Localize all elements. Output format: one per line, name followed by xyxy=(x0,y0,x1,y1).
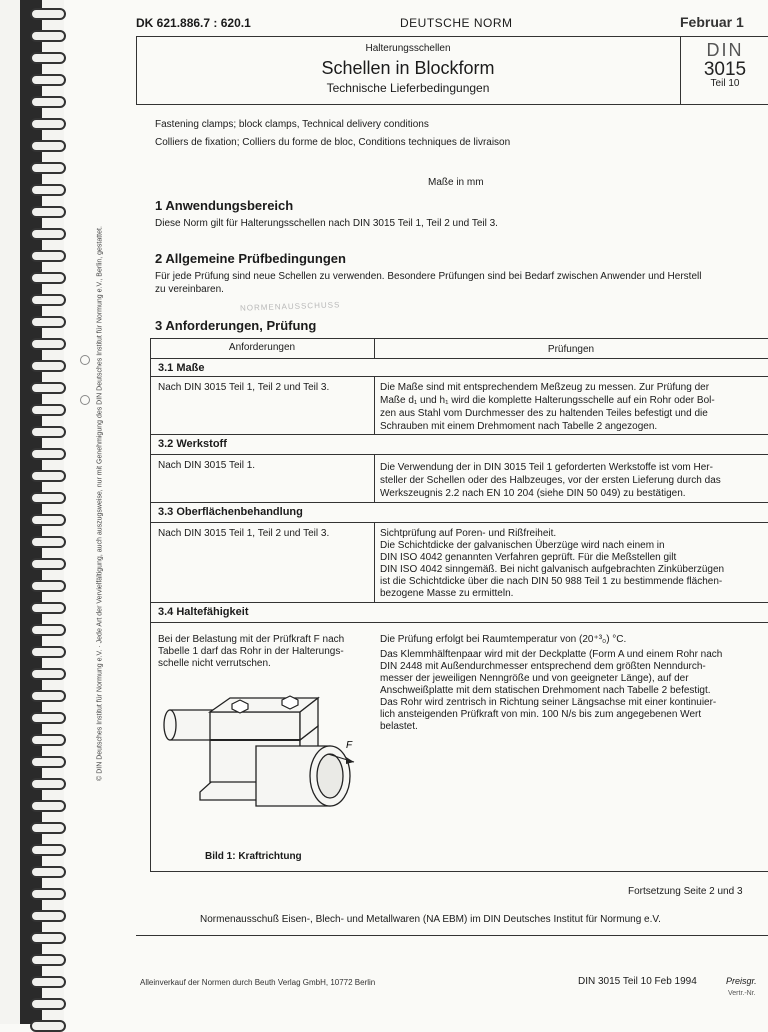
binding-ring xyxy=(30,184,66,196)
binding-ring xyxy=(30,712,66,724)
header-rule-bottom xyxy=(136,104,768,105)
binding-ring xyxy=(30,822,66,834)
test-werkstoff-line: Die Verwendung der in DIN 3015 Teil 1 geforderten Werkstoffe ist vom Her- xyxy=(380,462,713,473)
binding-ring xyxy=(30,580,66,592)
binding-ring xyxy=(30,910,66,922)
binding-ring xyxy=(30,360,66,372)
translation-fr: Colliers de fixation; Colliers du forme de bloc, Conditions techniques de livraison xyxy=(155,137,511,148)
copyright-text: © DIN Deutsches Institut für Normung e.V. · Jede Art der Vervielfältigung, auch auszugsweise, nur mit Genehmigung des DIN Deutsches Institut für Normung e.V., Berlin, gestattet. xyxy=(96,226,104,781)
req-werkstoff: Nach DIN 3015 Teil 1. xyxy=(158,460,256,471)
binding-ring xyxy=(30,426,66,438)
req-haltefaehigkeit-line: Bei der Belastung mit der Prüfkraft F nach xyxy=(158,634,345,645)
req-oberflaeche: Nach DIN 3015 Teil 1, Teil 2 und Teil 3. xyxy=(158,528,330,539)
binding-ring xyxy=(30,382,66,394)
copyright-sidebar xyxy=(90,180,102,840)
binding-ring xyxy=(30,756,66,768)
test-haltefaehigkeit-line: DIN 2448 mit Außendurchmesser entsprechend dem größten Nenndurch- xyxy=(380,661,706,672)
din-number-block xyxy=(682,40,768,89)
table-rule xyxy=(150,522,768,523)
test-haltefaehigkeit-line: Die Prüfung erfolgt bei Raumtemperatur von (20⁺³₀) °C. xyxy=(380,634,627,645)
force-label: F xyxy=(346,740,353,751)
din-number: 3015 xyxy=(703,59,747,80)
binding-ring xyxy=(30,118,66,130)
binding-ring xyxy=(30,272,66,284)
row-title-werkstoff: 3.2 Werkstoff xyxy=(158,438,227,450)
section-1-text: Diese Norm gilt für Halterungsschellen nach DIN 3015 Teil 1, Teil 2 und Teil 3. xyxy=(155,218,498,229)
binding-ring xyxy=(30,250,66,262)
binding-ring xyxy=(30,338,66,350)
received-stamp: NORMENAUSSCHUSS xyxy=(239,300,341,313)
translation-en: Fastening clamps; block clamps, Technical delivery conditions xyxy=(155,119,429,130)
req-haltefaehigkeit-line: Tabelle 1 darf das Rohr in der Halterungs- xyxy=(158,646,344,657)
units-note: Maße in mm xyxy=(428,177,484,188)
test-masse-line: zen aus Stahl vom Durchmesser des zu haltenden Teiles befestigt und die xyxy=(380,408,708,419)
binding-ring xyxy=(30,404,66,416)
binding-ring xyxy=(30,206,66,218)
section-3-heading: 3 Anforderungen, Prüfung xyxy=(155,318,317,333)
norm-label: DEUTSCHE NORM xyxy=(400,16,513,30)
header-rule-divider xyxy=(680,36,681,104)
binding-ring xyxy=(30,492,66,504)
binding-ring xyxy=(30,1020,66,1032)
table-rule xyxy=(150,871,768,872)
binding-ring xyxy=(30,30,66,42)
binding-ring xyxy=(30,8,66,20)
clamp-figure xyxy=(160,682,370,846)
binding-ring xyxy=(30,294,66,306)
section-2-text-line2: zu vereinbaren. xyxy=(155,284,224,295)
table-rule xyxy=(374,376,375,434)
dk-classification: DK 621.886.7 : 620.1 xyxy=(136,16,251,30)
document-reference: DIN 3015 Teil 10 Feb 1994 xyxy=(578,976,697,987)
binding-ring xyxy=(30,888,66,900)
vertrieb-number: Vertr.-Nr. xyxy=(728,990,756,997)
table-rule xyxy=(150,502,768,503)
punch-holes xyxy=(80,355,90,435)
binding-ring xyxy=(30,624,66,636)
test-masse-line: Die Maße sind mit entsprechendem Meßzeug zu messen. Zur Prüfung der xyxy=(380,382,710,393)
pipe-bore xyxy=(317,754,343,798)
test-oberflaeche-line: DIN ISO 4042 genannten Verfahren geprüft. Für die Meßstellen gilt xyxy=(380,552,677,563)
test-oberflaeche-line: Sichtprüfung auf Poren- und Rißfreiheit. xyxy=(380,528,557,539)
table-rule xyxy=(150,338,151,872)
row-title-oberflaeche: 3.3 Oberflächenbehandlung xyxy=(158,506,303,518)
spiral-binding xyxy=(0,0,64,1024)
table-rule xyxy=(150,454,768,455)
binding-ring xyxy=(30,668,66,680)
committee-note: Normenausschuß Eisen-, Blech- und Metallwaren (NA EBM) im DIN Deutsches Institut für Normung e.V. xyxy=(200,914,661,925)
punch-hole xyxy=(80,395,90,405)
footer-rule xyxy=(136,935,768,936)
table-rule xyxy=(150,602,768,603)
binding-ring xyxy=(30,998,66,1010)
table-rule xyxy=(150,622,768,623)
section-1-heading: 1 Anwendungsbereich xyxy=(155,198,294,213)
table-rule xyxy=(150,358,768,359)
binding-ring xyxy=(30,778,66,790)
column-header-tests: Prüfungen xyxy=(547,344,595,355)
document-subject: Halterungsschellen xyxy=(365,43,451,54)
binding-ring xyxy=(30,470,66,482)
continued-note: Fortsetzung Seite 2 und 3 xyxy=(628,886,743,897)
test-haltefaehigkeit-line: belastet. xyxy=(380,721,418,732)
binding-ring xyxy=(30,734,66,746)
test-masse-line: Maße d₁ und h₁ wird die komplette Halterungsschelle auf ein Rohr oder Bol- xyxy=(380,395,715,406)
test-oberflaeche-line: bezogene Masse zu ermitteln. xyxy=(380,588,514,599)
binding-ring xyxy=(30,976,66,988)
test-haltefaehigkeit-line: Das Klemmhälftenpaar wird mit der Deckplatte (Form A und einem Rohr nach xyxy=(380,649,723,660)
binding-ring xyxy=(30,162,66,174)
pipe-back-end xyxy=(164,710,176,740)
binding-ring xyxy=(30,52,66,64)
binding-ring xyxy=(30,514,66,526)
test-masse-line: Schrauben mit einem Drehmoment nach Tabelle 2 angezogen. xyxy=(380,421,658,432)
figure-caption: Bild 1: Kraftrichtung xyxy=(205,851,302,862)
test-haltefaehigkeit-line: Das Rohr wird zentrisch in Richtung seiner Längsachse mit einer kontinuier- xyxy=(380,697,717,708)
binding-ring xyxy=(30,558,66,570)
punch-hole xyxy=(80,355,90,365)
header-rule-left xyxy=(136,36,137,104)
distribution-note: Alleinverkauf der Normen durch Beuth Verlag GmbH, 10772 Berlin xyxy=(140,978,376,987)
binding-ring xyxy=(30,448,66,460)
price-group: Preisgr. xyxy=(726,976,757,986)
binding-ring xyxy=(30,74,66,86)
test-oberflaeche-line: DIN ISO 4042 sinngemäß. Bei nicht galvanisch aufgebrachten Zinküberzügen xyxy=(380,564,725,575)
binding-ring xyxy=(30,228,66,240)
binding-ring xyxy=(30,316,66,328)
din-logo: DIN xyxy=(706,40,744,60)
test-haltefaehigkeit-line: lich ansteigenden Prüfkraft von min. 100 N/s bis zum angegebenen Wert xyxy=(380,709,702,720)
force-arrowhead xyxy=(346,757,354,764)
binding-ring xyxy=(30,140,66,152)
binding-ring xyxy=(30,954,66,966)
binding-ring xyxy=(30,800,66,812)
title-block xyxy=(138,38,678,104)
test-haltefaehigkeit-line: messer der jeweiligen Nenngröße und von geeigneter Länge), auf der xyxy=(380,673,689,684)
din-part: Teil 10 xyxy=(710,78,740,89)
table-rule xyxy=(150,434,768,435)
test-oberflaeche-line: ist die Schichtdicke über die nach DIN 50 988 Teil 1 zu bestimmende flächen- xyxy=(380,576,723,587)
section-2-text-line1: Für jede Prüfung sind neue Schellen zu verwenden. Besondere Prüfungen sind bei Bedarf zwischen Anwender und Herstell xyxy=(155,271,702,282)
clamp-upper-half xyxy=(210,712,300,740)
document-title: Schellen in Blockform xyxy=(321,58,495,78)
table-rule xyxy=(374,454,375,502)
table-rule xyxy=(374,522,375,602)
binding-ring xyxy=(30,844,66,856)
header-rule-top xyxy=(136,36,768,37)
row-title-haltefaehigkeit: 3.4 Haltefähigkeit xyxy=(158,606,249,618)
binding-ring xyxy=(30,690,66,702)
row-title-masse: 3.1 Maße xyxy=(158,362,205,374)
test-haltefaehigkeit-line: Anschweißplatte mit dem statischen Drehmoment nach Tabelle 2 befestigt. xyxy=(380,685,711,696)
section-2-heading: 2 Allgemeine Prüfbedingungen xyxy=(155,251,346,266)
test-werkstoff-line: steller der Schellen oder des Halbzeuges, vor der ersten Lieferung durch das xyxy=(380,475,721,486)
binding-ring xyxy=(30,602,66,614)
req-masse: Nach DIN 3015 Teil 1, Teil 2 und Teil 3. xyxy=(158,382,330,393)
binding-ring xyxy=(30,96,66,108)
table-rule xyxy=(150,338,768,339)
document-subtitle: Technische Lieferbedingungen xyxy=(326,81,490,95)
binding-ring xyxy=(30,646,66,658)
table-rule xyxy=(150,376,768,377)
column-header-requirements: Anforderungen xyxy=(228,342,296,353)
issue-date: Februar 1 xyxy=(680,14,744,30)
binding-ring xyxy=(30,866,66,878)
binding-ring xyxy=(30,932,66,944)
test-werkstoff-line: Werkszeugnis 2.2 nach EN 10 204 (siehe DIN 50 049) zu bestätigen. xyxy=(380,488,686,499)
req-haltefaehigkeit-line: schelle nicht verrutschen. xyxy=(158,658,271,669)
test-oberflaeche-line: Die Schichtdicke der galvanischen Überzüge wird nach einem in xyxy=(380,540,665,551)
binding-ring xyxy=(30,536,66,548)
